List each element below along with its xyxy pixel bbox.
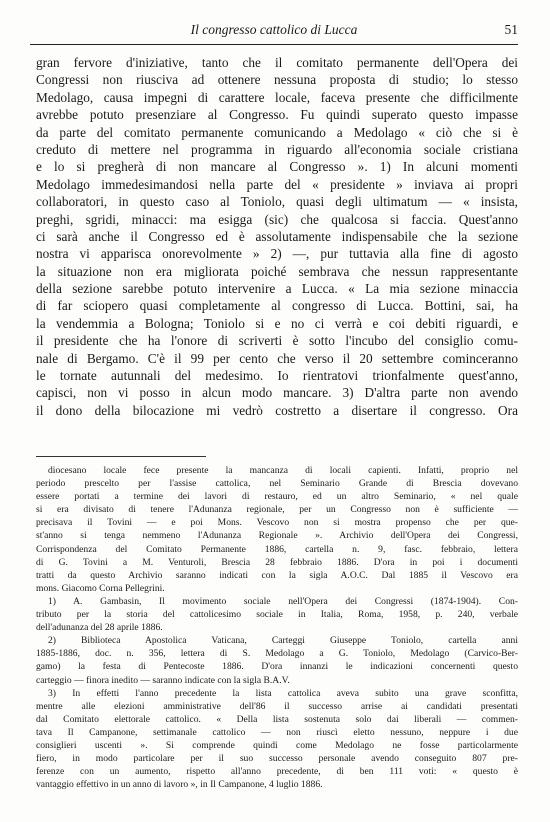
body-line: il presidente che ha l'onore di scriverti è sotto l'incubo del consiglio comu- xyxy=(36,333,518,349)
footnote-line: si era divisato di tenere l'Adunanza regionale, per un Congresso non è sufficiente — xyxy=(36,504,518,516)
footnote-line: vantaggio effettivo in un anno di lavoro », in Il Campanone, 4 luglio 1886. xyxy=(36,779,323,791)
footnote-line: dal Comitato elettorale cattolico. « Della lista sostenuta solo dai liberali — commen- xyxy=(36,713,518,725)
footnote-line: diocesano locale fece presente la mancanza di locali capienti. Infatti, proprio nel xyxy=(48,465,518,476)
footnote-line: mons. Giacomo Corna Pellegrini. xyxy=(36,582,165,594)
footnote-line: periodo prescelto per l'assise cattolica, nel Seminario Grande di Brescia dovevano xyxy=(36,478,518,490)
body-line: capisci, non vi posso in alcun modo mancare. 3) D'altra parte non avendo xyxy=(36,385,518,401)
body-line: le tornate autunnali del medesimo. Io rientratovi trionfalmente quest'anno, xyxy=(36,368,518,384)
body-line: e lo si pregherà di non mancare al Congresso ». 1) In alcuni momenti xyxy=(36,159,518,175)
footnote-line: precisava il Tovini — e poi Mons. Vescovo non si mostra propenso che per que- xyxy=(36,517,518,529)
body-line: Congressi non riusciva ad ottenere nessuna proposta di studio; lo stesso xyxy=(36,72,518,88)
footnote-line: 1) A. Gambasin, Il movimento sociale nell'Opera dei Congressi (1874-1904). Con- xyxy=(48,595,518,607)
body-line: avrebbe potuto presenziare al Congresso. Fu quindi superato questo impasse xyxy=(36,107,518,123)
body-line: collaboratori, in questo caso al Toniolo, quasi degli ultimatum — « insista, xyxy=(36,194,518,210)
footnote-line: tava Il Campanone, settimanale cattolico — non riuscì eletto nessuno, neppure i due xyxy=(36,726,518,738)
body-line: la situazione non era migliorata poiché sembrava che nessun rappresentante xyxy=(36,263,518,279)
page-number: 51 xyxy=(504,22,518,37)
body-line: da parte del comitato permanente comunicando a Medolago « ciò che si è xyxy=(36,124,518,140)
footnote-line: 3) In effetti l'anno precedente la lista cattolica aveva subito una grave sconfitta, xyxy=(48,687,518,699)
footnote-line: fiero, in modo particolare per il suo successo personale avendo conseguito 807 pre- xyxy=(36,753,518,765)
body-line: di far sciopero quasi completamente al congresso di Lucca. Bottini, sai, ha xyxy=(36,298,518,314)
body-line: Medolago, causa impegni di carattere locale, faceva presente che difficilmente xyxy=(36,89,518,105)
footnote-line: dell'adunanza del 28 aprile 1886. xyxy=(36,622,163,634)
footnote-line: ferenze con un aumento, rispetto all'anno precedente, di ben 111 voti: « questo è xyxy=(36,766,518,778)
footnote-line: tributo per la storia del cattolicesimo sociale in Italia, Roma, 1958, p. 240, verbale xyxy=(36,609,518,621)
footnote-line: di G. Tovini a M. Venturoli, Brescia 28 febbraio 1886. D'ora in poi i documenti xyxy=(36,556,518,568)
footnote-line: Corrispondenza del Comitato Permanente 1886, cartella n. 9, fasc. febbraio, lettera xyxy=(36,543,518,555)
footnote-line: essere portati a termine dei lavori di restauro, ed un altro Seminario, « nel quale xyxy=(36,491,518,503)
body-line: creduto di mettere nel programma in riguardo all'economia sociale cristiana xyxy=(36,141,518,157)
body-line: ci sarà anche il Congresso ed è assolutamente indispensabile che la sezione xyxy=(36,228,518,244)
footnote-rule xyxy=(36,456,206,457)
body-text xyxy=(36,54,518,419)
footnote-line: mentre alle elezioni amministrative dell'86 il successo arrise ai candidati presentati xyxy=(36,700,518,712)
body-line: Medolago immedesimandosi nella parte del « presidente » inviava ai propri xyxy=(36,176,518,192)
footnote-line: carteggio — finora inedito — saranno indicate con la sigla B.A.V. xyxy=(36,674,290,686)
footnote-line: st'anno si tenga nemmeno l'Adunanza Regionale ». Archivio dell'Opera dei Congressi, xyxy=(36,530,518,542)
body-line: gran fervore d'iniziative, tanto che il comitato permanente dell'Opera dei xyxy=(36,55,518,70)
footnote-line: gamo) la festa di Pentecoste 1886. D'ora innanzi le indicazioni concernenti questo xyxy=(36,661,518,673)
page-header xyxy=(30,22,518,42)
body-line: preghi, sgridi, minacci: ma esigga (sic) che qualcosa si faccia. Quest'anno xyxy=(36,211,518,227)
header-rule xyxy=(30,44,518,45)
body-line: nostra vi apparisca onorevolmente » 2) —, pur tuttavia alla fine di agosto xyxy=(36,246,518,262)
footnote-line: tratti da questo Archivio saranno indicati con la sigla A.O.C. Dal 1885 il Vescovo era xyxy=(36,569,518,581)
body-line: nale di Bergamo. C'è il 99 per cento che verso il 20 settembre cominceranno xyxy=(36,350,518,366)
footnotes xyxy=(36,464,518,791)
footnote-line: consiglieri uscenti ». Si comprende quindi come Medolago ne fosse particolarmente xyxy=(36,739,518,751)
body-line: della sezione sarebbe potuto intervenire a Lucca. « La mia sezione minaccia xyxy=(36,281,518,297)
body-line: la vendemmia a Bologna; Toniolo si e no ci verrà e coi debiti riguardi, e xyxy=(36,315,518,331)
body-line: il dono della bilocazione mi vedrò costretto a disertare il congresso. Ora xyxy=(36,402,518,418)
footnote-line: 2) Biblioteca Apostolica Vaticana, Carteggi Giuseppe Toniolo, cartella anni xyxy=(48,635,518,647)
footnote-line: 1885-1886, doc. n. 356, lettera di S. Medolago a G. Toniolo, Medolago (Carvico-Ber- xyxy=(36,648,518,660)
running-title: Il congresso cattolico di Lucca xyxy=(190,22,358,37)
